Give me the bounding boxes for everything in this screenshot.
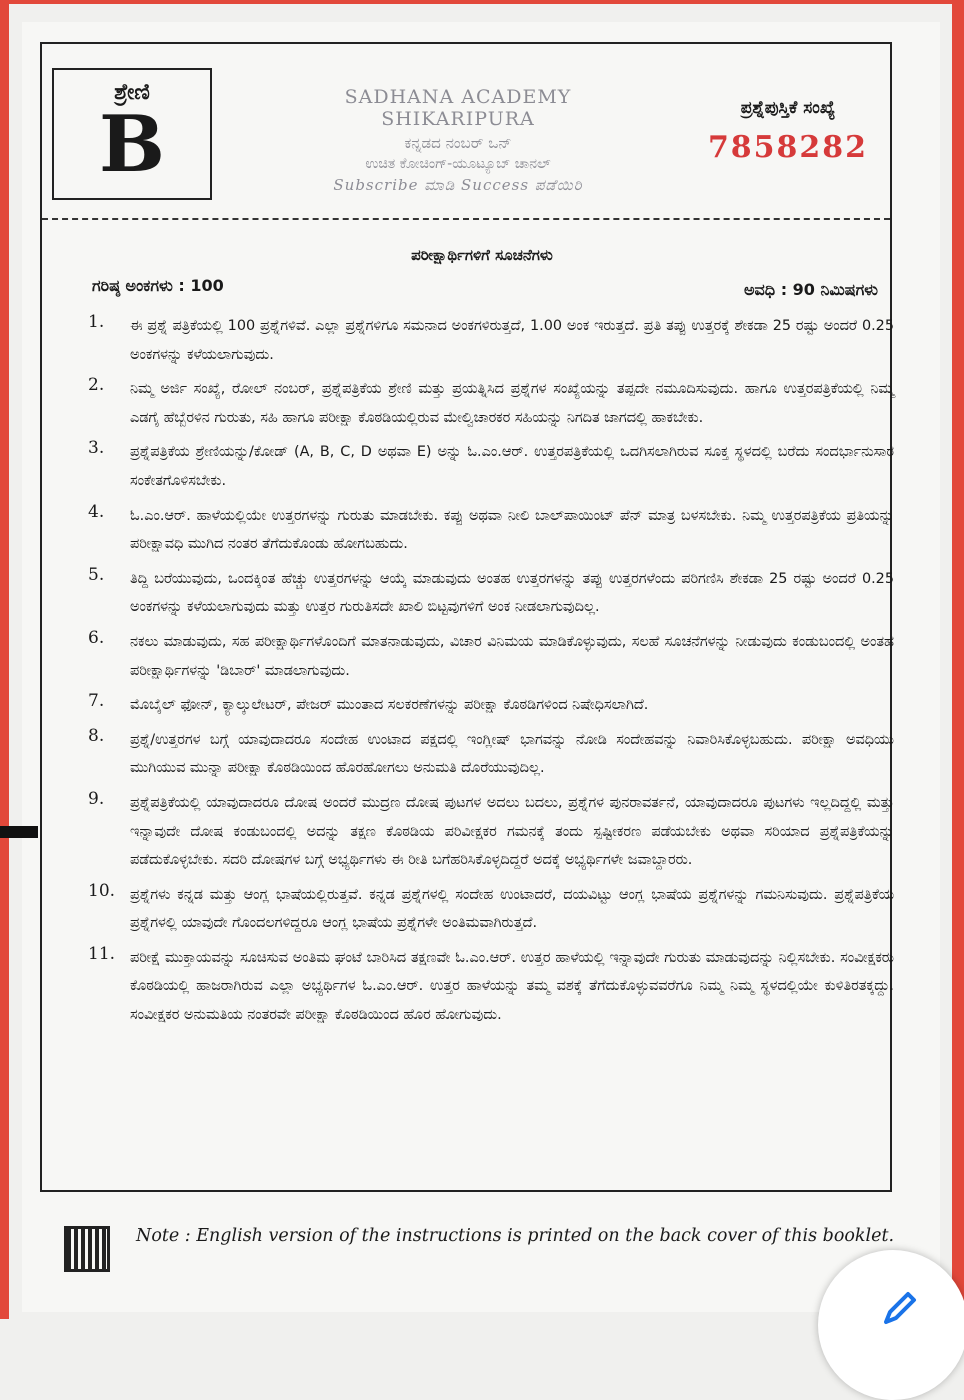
instruction-item (88, 726, 894, 783)
instructions-list (88, 312, 894, 1036)
instruction-item (88, 438, 894, 495)
instruction-number: 8. (88, 725, 105, 746)
edit-button[interactable] (818, 1250, 964, 1400)
instruction-item (88, 565, 894, 622)
stamp-line-3: ಉಚಿತ ಕೋಚಿಂಗ್-ಯೂಟ್ಯೂಬ್ ಚಾನಲ್ (365, 156, 551, 172)
right-red-edge (952, 0, 964, 1319)
instruction-number: 6. (88, 627, 105, 648)
instruction-item (88, 881, 894, 938)
stamp-line-4: Subscribe ಮಾಡಿ Success ಪಡೆಯಿರಿ (333, 176, 583, 194)
instruction-text: ನಿಮ್ಮ ಅರ್ಜಿ ಸಂಖ್ಯೆ, ರೋಲ್ ನಂಬರ್, ಪ್ರಶ್ನೆಪತ್ರಿಕೆಯ ಶ್ರೇಣಿ ಮತ್ತು ಪ್ರಯತ್ನಿಸಿದ ಪ್ರಶ್ನೆಗಳ ಸಂಖ್ಯೆಯನ್ನು ತಪ್ಪದೇ ನಮೂದಿಸುವುದು. ಹಾಗೂ ಉತ್ತರಪತ್ರಿಕೆಯಲ್ಲಿ ನಿಮ್ಮ ಎಡಗೈ ಹೆಬ್ಬೆರಳಿನ ಗುರುತು, ಸಹಿ ಹಾಗೂ ಪರೀಕ್ಷಾ ಕೊಠಡಿಯಲ್ಲಿರುವ ಮೇಲ್ವಿಚಾರಕರ ಸಹಿಯನ್ನು ನಿಗದಿತ ಜಾಗದಲ್ಲಿ ಹಾಕಬೇಕು. (130, 381, 894, 426)
instruction-item (88, 691, 894, 720)
duration: ಅವಧಿ : 90 ನಿಮಿಷಗಳು (743, 280, 878, 299)
series-box (52, 68, 212, 200)
booklet-number: 7858282 (707, 130, 869, 165)
instruction-item (88, 944, 894, 1030)
instruction-item (88, 375, 894, 432)
instruction-text: ತಿದ್ದಿ ಬರೆಯುವುದು, ಒಂದಕ್ಕಿಂತ ಹೆಚ್ಚು ಉತ್ತರಗಳನ್ನು ಆಯ್ಕೆ ಮಾಡುವುದು ಅಂತಹ ಉತ್ತರಗಳನ್ನು ತಪ್ಪು ಉತ್ತರಗಳೆಂದು ಪರಿಗಣಿಸಿ ಶೇಕಡಾ 25 ರಷ್ಟು ಅಂದರೆ 0.25 ಅಂಕಗಳನ್ನು ಕಳೆಯಲಾಗುವುದು ಮತ್ತು ಉತ್ತರ ಗುರುತಿಸದೇ ಖಾಲಿ ಬಿಟ್ಟವುಗಳಿಗೆ ಅಂಕ ನೀಡಲಾಗುವುದಿಲ್ಲ. (130, 570, 894, 616)
instruction-text: ಓ.ಎಂ.ಆರ್. ಹಾಳೆಯಲ್ಲಿಯೇ ಉತ್ತರಗಳನ್ನು ಗುರುತು ಮಾಡಬೇಕು. ಕಪ್ಪು ಅಥವಾ ನೀಲಿ ಬಾಲ್‌ಪಾಯಿಂಟ್ ಪೆನ್ ಮಾತ್ರ ಬಳಸಬೇಕು. ನಿಮ್ಮ ಉತ್ತರಪತ್ರಿಕೆಯ ಪ್ರತಿಯನ್ನು ಪರೀಕ್ಷಾವಧಿ ಮುಗಿದ ನಂತರ ತೆಗೆದುಕೊಂಡು ಹೋಗಬಹುದು. (130, 507, 894, 553)
instruction-text: ನಕಲು ಮಾಡುವುದು, ಸಹ ಪರೀಕ್ಷಾರ್ಥಿಗಳೊಂದಿಗೆ ಮಾತನಾಡುವುದು, ವಿಚಾರ ವಿನಿಮಯ ಮಾಡಿಕೊಳ್ಳುವುದು, ಸಲಹೆ ಸೂಚನೆಗಳನ್ನು ನೀಡುವುದು ಕಂಡುಬಂದಲ್ಲಿ ಅಂತಹ ಪರೀಕ್ಷಾರ್ಥಿಗಳನ್ನು 'ಡಿಬಾರ್' ಮಾಡಲಾಗುವುದು. (130, 633, 894, 679)
instruction-number: 7. (88, 691, 105, 712)
left-red-edge (0, 0, 9, 1319)
instruction-text: ಪ್ರಶ್ನೆಪತ್ರಿಕೆಯ ಶ್ರೇಣಿಯನ್ನು/ಕೋಡ್ (A, B, C, D ಅಥವಾ E) ಅನ್ನು ಓ.ಎಂ.ಆರ್. ಉತ್ತರಪತ್ರಿಕೆಯಲ್ಲಿ ಒದಗಿಸಲಾಗಿರುವ ಸೂಕ್ತ ಸ್ಥಳದಲ್ಲಿ ಬರೆದು ಸಂದರ್ಭಾನುಸಾರ ಸಂಕೇತಗೊಳಿಸಬೇಕು. (130, 444, 894, 489)
instruction-item (88, 628, 894, 685)
dashed-divider (42, 218, 890, 220)
instruction-text: ಪ್ರಶ್ನೆಗಳು ಕನ್ನಡ ಮತ್ತು ಆಂಗ್ಲ ಭಾಷೆಯಲ್ಲಿರುತ್ತವೆ. ಕನ್ನಡ ಪ್ರಶ್ನೆಗಳಲ್ಲಿ ಸಂದೇಹ ಉಂಟಾದರೆ, ದಯವಿಟ್ಟು ಆಂಗ್ಲ ಭಾಷೆಯ ಪ್ರಶ್ನೆಗಳನ್ನು ಗಮನಿಸುವುದು. ಪ್ರಶ್ನೆಪತ್ರಿಕೆಯ ಪ್ರಶ್ನೆಗಳಲ್ಲಿ ಯಾವುದೇ ಗೊಂದಲಗಳಿದ್ದರೂ ಆಂಗ್ಲ ಭಾಷೆಯ ಪ್ರಶ್ನೆಗಳೇ ಅಂತಿಮವಾಗಿರುತ್ತದೆ. (130, 886, 894, 932)
instruction-text: ಪ್ರಶ್ನೆಪತ್ರಿಕೆಯಲ್ಲಿ ಯಾವುದಾದರೂ ದೋಷ ಅಂದರೆ ಮುದ್ರಣ ದೋಷ ಪುಟಗಳ ಅದಲು ಬದಲು, ಪ್ರಶ್ನೆಗಳ ಪುನರಾವರ್ತನೆ, ಯಾವುದಾದರೂ ಪುಟಗಳು ಇಲ್ಲದಿದ್ದಲ್ಲಿ ಮತ್ತು ಇನ್ನಾವುದೇ ದೋಷ ಕಂಡುಬಂದಲ್ಲಿ ಅದನ್ನು ತಕ್ಷಣ ಕೊಠಡಿಯ ಪರಿವೀಕ್ಷಕರ ಗಮನಕ್ಕೆ ತಂದು ಸ್ಪಷ್ಟೀಕರಣ ಪಡೆಯಬೇಕು ಅಥವಾ ಸರಿಯಾದ ಪ್ರಶ್ನೆಪತ್ರಿಕೆಯನ್ನು ಪಡೆದುಕೊಳ್ಳಬೇಕು. ಸದರಿ ದೋಷಗಳ ಬಗ್ಗೆ ಅಭ್ಯರ್ಥಿಗಳು ಈ ರೀತಿ ಬಗೆಹರಿಸಿಕೊಳ್ಳದಿದ್ದರೆ ಅದಕ್ಕೆ ಅಭ್ಯರ್ಥಿಗಳೇ ಜವಾಬ್ದಾರರು. (130, 794, 894, 869)
instruction-number: 3. (88, 438, 105, 459)
instruction-number: 9. (88, 788, 105, 809)
max-marks: ಗರಿಷ್ಠ ಅಂಕಗಳು : 100 (92, 276, 224, 295)
instruction-item (88, 502, 894, 559)
instruction-text: ಈ ಪ್ರಶ್ನೆ ಪತ್ರಿಕೆಯಲ್ಲಿ 100 ಪ್ರಶ್ನೆಗಳಿವೆ. ಎಲ್ಲಾ ಪ್ರಶ್ನೆಗಳಿಗೂ ಸಮನಾದ ಅಂಕಗಳಿರುತ್ತದೆ, 1.00 ಅಂಕ ಇರುತ್ತದೆ. ಪ್ರತಿ ತಪ್ಪು ಉತ್ತರಕ್ಕೆ ಶೇಕಡಾ 25 ರಷ್ಟು ಅಂದರೆ 0.25 ಅಂಕಗಳನ್ನು ಕಳೆಯಲಾಗುವುದು. (130, 318, 894, 363)
booklet-label: ಪ್ರಶ್ನೆಪುಸ್ತಿಕೆ ಸಂಖ್ಯೆ (740, 98, 836, 118)
instructions-title: ಪರೀಕ್ಷಾರ್ಥಿಗಳಿಗೆ ಸೂಚನೆಗಳು (411, 246, 553, 264)
instruction-item (88, 789, 894, 875)
qr-code-icon (64, 1226, 110, 1272)
booklet-number-block (688, 98, 888, 165)
instruction-number: 5. (88, 564, 105, 585)
academy-stamp (268, 86, 648, 194)
instruction-text: ಪರೀಕ್ಷೆ ಮುಕ್ತಾಯವನ್ನು ಸೂಚಿಸುವ ಅಂತಿಮ ಘಂಟೆ ಬಾರಿಸಿದ ತಕ್ಷಣವೇ ಓ.ಎಂ.ಆರ್. ಉತ್ತರ ಹಾಳೆಯಲ್ಲಿ ಇನ್ನಾವುದೇ ಗುರುತು ಮಾಡುವುದನ್ನು ನಿಲ್ಲಿಸಬೇಕು. ಸಂವೀಕ್ಷಕರು ಕೊಠಡಿಯಲ್ಲಿ ಹಾಜರಾಗಿರುವ ಎಲ್ಲಾ ಅಭ್ಯರ್ಥಿಗಳ ಓ.ಎಂ.ಆರ್. ಉತ್ತರ ಹಾಳೆಯನ್ನು ತಮ್ಮ ವಶಕ್ಕೆ ತೆಗೆದುಕೊಳ್ಳುವವರೆಗೂ ನಿಮ್ಮ ನಿಮ್ಮ ಸ್ಥಳದಲ್ಲಿಯೇ ಕುಳಿತಿರತಕ್ಕದ್ದು. ಸಂವೀಕ್ಷಕರ ಅನುಮತಿಯ ನಂತರವೇ ಪರೀಕ್ಷಾ ಕೊಠಡಿಯಿಂದ ಹೊರ ಹೋಗುವುದು. (130, 949, 894, 1024)
edit-pencil-icon (880, 1288, 920, 1328)
stamp-line-1: SADHANA ACADEMY SHIKARIPURA (344, 86, 572, 130)
instruction-item (88, 312, 894, 369)
binding-mark (0, 826, 38, 838)
stamp-line-2: ಕನ್ನಡದ ನಂಬರ್ ಒನ್ (404, 134, 512, 152)
instruction-number: 1. (88, 312, 105, 332)
instruction-number: 2. (88, 375, 105, 396)
instruction-number: 4. (88, 501, 105, 522)
series-code: B (99, 99, 165, 190)
instruction-number: 10. (88, 880, 116, 901)
series-label: ಶ್ರೇಣಿ (114, 80, 150, 105)
english-version-note: Note : English version of the instructions is printed on the back cover of this booklet. (136, 1226, 895, 1246)
instruction-number: 11. (88, 943, 116, 964)
instruction-text: ಮೊಬೈಲ್ ಫೋನ್, ಕ್ಯಾಲ್ಕುಲೇಟರ್, ಪೇಜರ್ ಮುಂತಾದ ಸಲಕರಣೆಗಳನ್ನು ಪರೀಕ್ಷಾ ಕೊಠಡಿಗಳಿಂದ ನಿಷೇಧಿಸಲಾಗಿದೆ. (130, 697, 649, 714)
top-red-edge (0, 0, 964, 4)
instruction-text: ಪ್ರಶ್ನೆ/ಉತ್ತರಗಳ ಬಗ್ಗೆ ಯಾವುದಾದರೂ ಸಂದೇಹ ಉಂಟಾದ ಪಕ್ಷದಲ್ಲಿ ಇಂಗ್ಲೀಷ್ ಭಾಗವನ್ನು ನೋಡಿ ಸಂದೇಹವನ್ನು ನಿವಾರಿಸಿಕೊಳ್ಳಬಹುದು. ಪರೀಕ್ಷಾ ಅವಧಿಯು ಮುಗಿಯುವ ಮುನ್ನಾ ಪರೀಕ್ಷಾ ಕೊಠಡಿಯಿಂದ ಹೊರಹೋಗಲು ಅನುಮತಿ ದೊರೆಯುವುದಿಲ್ಲ. (130, 731, 894, 777)
